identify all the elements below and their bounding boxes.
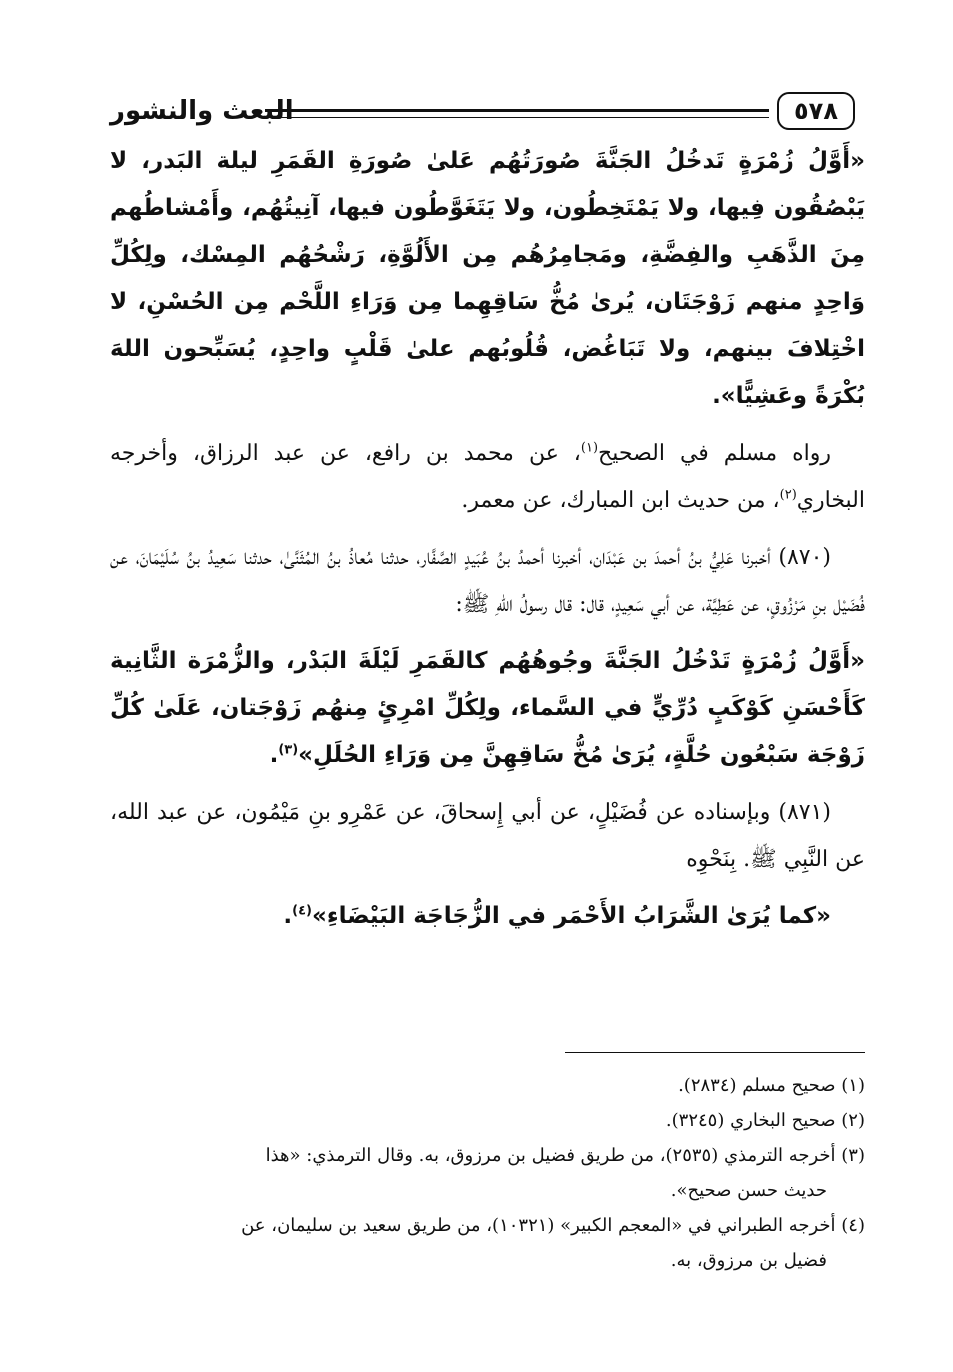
punctuation: . bbox=[283, 903, 293, 929]
footnote-continuation: حديث حسن صحيح». bbox=[670, 1180, 827, 1201]
footnote-1 bbox=[110, 1068, 865, 1103]
footnote-continuation: فضيل بن مرزوق، به. bbox=[670, 1250, 827, 1271]
footnote-text: (٤) أخرجه الطبراني في «المعجم الكبير» (١٠٣٢١)، من طريق سعيد بن سليمان، عن bbox=[241, 1215, 865, 1236]
footnote-2 bbox=[110, 1103, 865, 1138]
footnote-ref[interactable]: (٤) bbox=[292, 903, 312, 919]
book-title: البعث والنشور bbox=[110, 96, 294, 126]
punctuation: . bbox=[269, 742, 279, 768]
page-header bbox=[110, 90, 865, 136]
hadith-text-3 bbox=[110, 893, 865, 940]
book-page bbox=[110, 80, 865, 1340]
footnotes bbox=[110, 1068, 865, 1278]
narration-text: (٨٧١) وبإسناده عن فُضَيْلٍ، عن أبي إِسحاقَ، عن عَمْرِو بنِ مَيْمُون، عن عبد الله، عن النَّبِي ﷺ. بِنَحْوِه bbox=[110, 800, 865, 872]
main-text bbox=[110, 138, 865, 950]
footnote-text: (٢) صحيح البخاري (٣٢٤٥). bbox=[665, 1110, 865, 1131]
footnote-separator bbox=[565, 1052, 865, 1053]
narration-871 bbox=[110, 789, 865, 883]
footnote-4 bbox=[110, 1208, 865, 1278]
footnote-3 bbox=[110, 1138, 865, 1208]
narration-text: رواه مسلم في الصحيح bbox=[598, 441, 831, 466]
narration-1 bbox=[110, 430, 865, 524]
footnote-ref[interactable]: (١) bbox=[580, 440, 599, 456]
narration-text: ، من حديث ابن المبارك، عن معمر. bbox=[461, 488, 780, 513]
hadith-text: «أَوَّلُ زُمْرَةٍ تَدخُلُ الجَنَّةَ صُورَتُهُم عَلىٰ صُورَةِ القَمَرِ ليلة البَدر، لا يَبْصُقُون فِيها، ولا يَمْتَخِطُون، ولا يَتَغَوَّطُون فيها، آنِيتُهُم، وأَمْشاطُهم مِنَ الذَّهَبِ والفِضَّةِ، ومَجامِرُهُم مِن الأَلُوَّةِ، رَشْحُهُم المِسْك، ولِكُلِّ وَاحِدٍ منهم زَوْجَتَان، يُرىٰ مُخُّ سَاقِهِما مِن وَرَاءِ اللَّحْم مِن الحُسْنِ، لا اخْتِلافَ بينهم، ولا تَبَاغُض، قُلُوبُهم علىٰ قَلْبٍ واحِدٍ، يُسَبِّحون اللهَ بُكْرَةً وعَشِيًّا». bbox=[110, 148, 865, 409]
footnote-ref[interactable]: (٣) bbox=[278, 742, 299, 758]
hadith-text-1 bbox=[110, 138, 865, 420]
hadith-text: «أَوَّلُ زُمْرَةٍ تَدْخُلُ الجَنَّةَ وجُوهُهُم كالقَمَرِ لَيْلَةَ البَدْر، والزُّمْرَة الثَّانِية كَأَحْسَنِ كَوْكَبٍ دُرِّيٍّ في السَّماء، ولِكُلِّ امْرِئٍ مِنهُم زَوْجَتان، عَلَىٰ كُلِّ زَوْجَة سَبْعُون حُلَّةٍ، يُرَىٰ مُخُّ سَاقِهِنَّ مِن وَرَاءِ الحُلَلِ» bbox=[110, 648, 865, 768]
footnote-ref[interactable]: (٢) bbox=[779, 487, 797, 503]
page-number: ٥٧٨ bbox=[777, 92, 855, 130]
narration-text: ، عن محمد بن رافع، عن عبد الرزاق، وأخرجه البخاري bbox=[110, 441, 865, 513]
footnote-text: (١) صحيح مسلم (٢٨٣٤). bbox=[678, 1075, 865, 1096]
header-rule bbox=[265, 109, 769, 118]
hadith-text-2 bbox=[110, 638, 865, 779]
footnote-text: (٣) أخرجه الترمذي (٢٥٣٥)، من طريق فضيل بن مرزوق، به. وقال الترمذي: «هذا bbox=[265, 1145, 865, 1166]
narration-870 bbox=[110, 534, 865, 628]
hadith-text: «كما يُرَىٰ الشَّرَابُ الأَحْمَر في الزُّجَاجَة البَيْضَاءِ» bbox=[311, 903, 831, 929]
narration-text: (٨٧٠) أخبرنا عَلِيُّ بنُ أحمدَ بن عَبْدَان، أخبرنا أحمدُ بنُ عُبَيدٍ الصَّفَّار، حدثنا مُعاذُ بنُ المُثَنَّىٰ، حدثنا سَعِيدُ بنُ سُلَيْمَانَ، عن فُضَيْل بنِ مَرْزُوقٍ، عن عَطِيَّة، عن أبي سَعِيدٍ، قال: قال رسولُ اللهِ ﷺ: bbox=[110, 545, 865, 617]
